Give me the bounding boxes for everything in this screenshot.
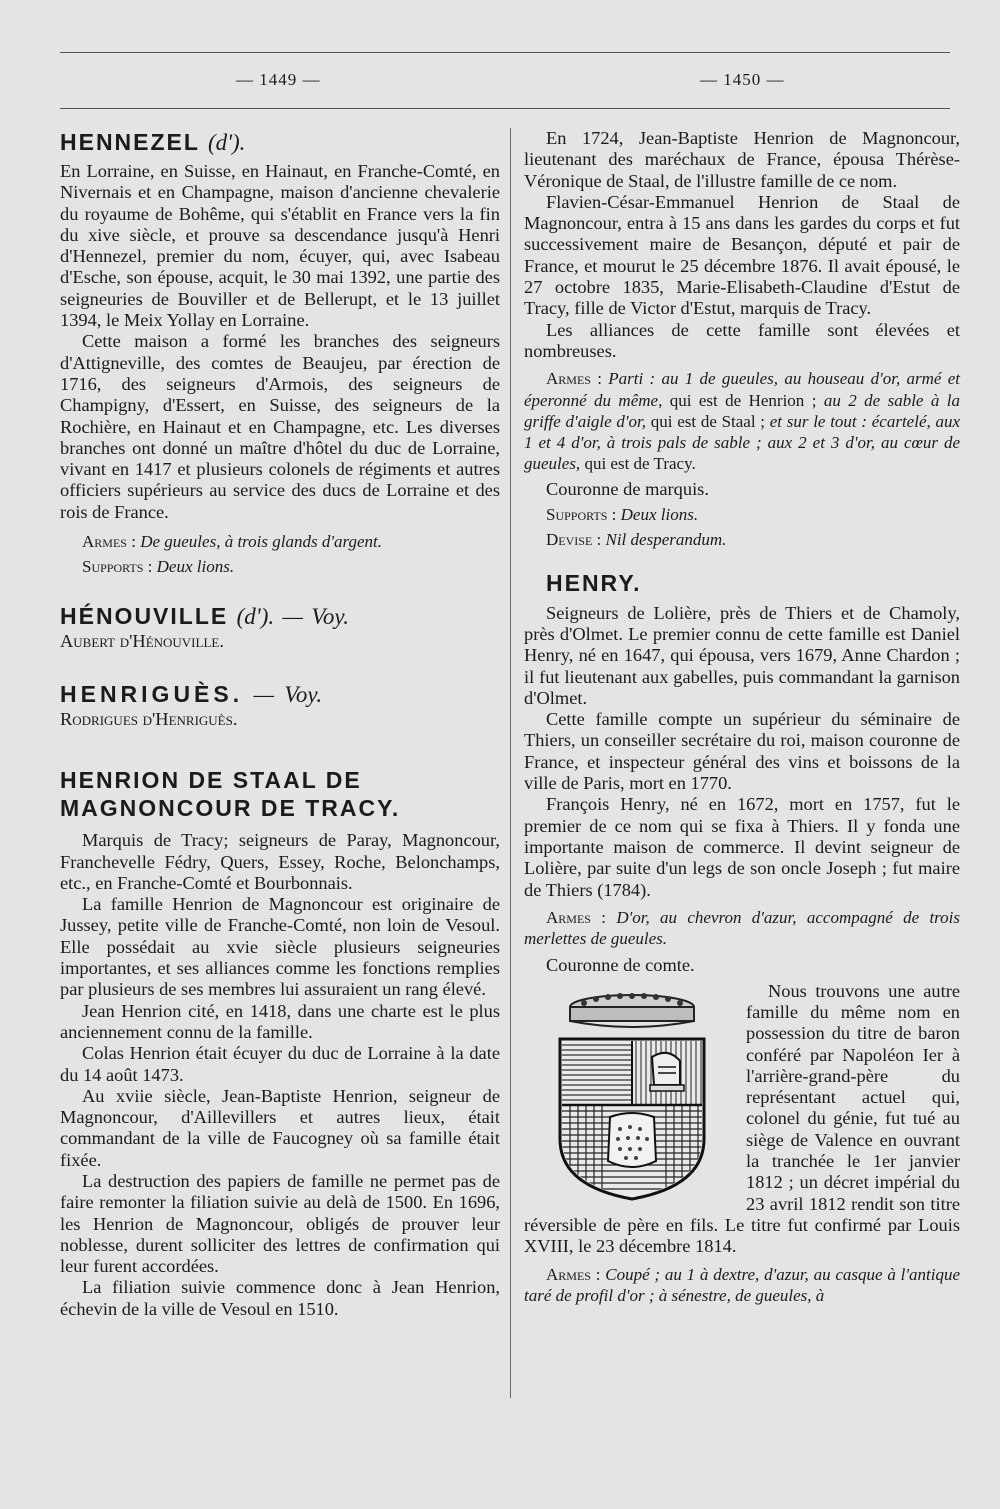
armes-label: Armes : — [546, 369, 602, 389]
paragraph: Colas Henrion était écuyer du duc de Lorraine à la date du 14 août 1473. — [60, 1043, 500, 1085]
paragraph: François Henry, né en 1672, mort en 1757, fut le premier de ce nom qui se fixa à Thiers. Il y fonda une importante maison de commerce. Il devint seigneur de Lolière, par suite d'un legs de son oncle Joseph ; fut maire de Thiers (1784). — [524, 794, 960, 900]
armes-text: Coupé ; au 1 à dextre, d'azur, au casque à l'antique taré de profil d'or ; à sénestre, de gueules, à — [524, 1264, 960, 1305]
supports-text: Deux lions. — [620, 505, 699, 525]
entry-title — [60, 128, 500, 157]
entry-title — [60, 602, 500, 631]
supports-line — [60, 556, 500, 577]
voy-text: Voy. — [284, 681, 323, 707]
armes-label: Armes : — [82, 532, 136, 552]
top-rule — [60, 52, 950, 53]
left-column — [60, 128, 500, 1320]
armes-label: Armes : — [546, 907, 606, 927]
paragraph: Cette maison a formé les branches des seigneurs d'Attigneville, des comtes de Beaujeu, par érection de 1716, des seigneurs d'Armois, des seigneurs de Champigny, d'Essert, en Suisse, des seigneurs de la Rochière, en Hainaut et en Champagne, etc. Les diverses branches ont donné un maître d'hôtel du duc de Lorraine, vivant en 1417 et plusieurs colonels de régiments et autres officiers supérieurs au service des ducs de Lorraine et des rois de France. — [60, 331, 500, 522]
paragraph: La filiation suivie commence donc à Jean Henrion, échevin de la ville de Vesoul en 1510. — [60, 1277, 500, 1319]
entry-title: HENRY. — [546, 569, 642, 596]
paragraph: Jean Henrion cité, en 1418, dans une charte est le plus anciennement connu de la famille. — [60, 1000, 500, 1042]
entry-henouville — [60, 602, 500, 652]
title-dash: — — [253, 681, 274, 707]
paragraph: Les alliances de cette famille sont élevées et nombreuses. — [524, 319, 960, 361]
paragraph: Nous trouvons une autre famille du même nom en possession du titre de baron conféré par Napoléon Ier à l'arrière-grand-père du représentant actuel qui, colonel du génie, fut tué au siège de Valence en ouvrant la tranchée le 1er janvier 1812 ; un décret impérial du 23 avril 1812 rendit son titre réversible de père en fils. Le titre fut confirmé par Louis XVIII, le 23 décembre 1814. — [524, 980, 960, 1257]
supports-line — [524, 504, 960, 525]
paragraph: Marquis de Tracy; seigneurs de Paray, Magnoncour, Franchevelle Fédry, Quers, Essey, Roche, Belonchamps, etc., en Franche-Comté et Bourbonnais. — [60, 830, 500, 893]
armes-text: et sur le tout : écartelé, aux 1 et 4 d'or, à trois pals de sable ; aux 2 et 3 d'or, au cœur de gueules, — [524, 411, 961, 474]
page-number-right: — 1450 — — [700, 70, 785, 89]
entry-hennezel — [60, 128, 500, 578]
armes-text: au 2 de sable à la griffe d'aigle d'or, — [524, 390, 961, 431]
armes-label: Armes : — [546, 1264, 601, 1284]
devise-text: Nil desperandum. — [605, 530, 727, 550]
armes-text: qui est de Staal ; — [650, 411, 766, 431]
supports-text: Deux lions. — [156, 557, 235, 577]
voy-text: Voy. — [311, 603, 350, 629]
right-column — [524, 128, 960, 1306]
armes-line — [60, 531, 500, 552]
devise-label: Devise : — [546, 530, 602, 550]
couronne-line: Couronne de comte. — [546, 955, 695, 976]
paragraph: Flavien-César-Emmanuel Henrion de Staal de Magnoncour, entra à 15 ans dans les gardes du corps et fut successivement maire de Besançon, député et pair de France, et mourut le 25 décembre 1876. Il avait épousé, le 27 octobre 1835, Marie-Elisabeth-Claudine d'Estut de Tracy, fille de Victor d'Estut, marquis de Tracy. — [524, 191, 960, 319]
title-particle: (d'). — [236, 603, 275, 629]
armes-text: Parti : au 1 de gueules, au houseau d'or, armé et éperonné du même, — [524, 369, 960, 410]
title-dash: — — [282, 603, 303, 629]
paragraph: La famille Henrion de Magnoncour est originaire de Jussey, petite ville de Franche-Comté, non loin de Vesoul. Elle possédait au xvie siècle plusieurs seigneuries importantes, et ses alliances comme les fonctions remplies par plusieurs de ses membres lui assuraient un rang élevé. — [60, 894, 500, 1000]
title-text: HENNEZEL — [60, 129, 200, 155]
paragraph: Cette famille compte un supérieur du séminaire de Thiers, un conseiller secrétaire du roi, maison couronne de France, et inspecteur général des vins et boissons de la ville de Paris, mort en 1770. — [524, 709, 960, 794]
paragraph: Seigneurs de Lolière, près de Thiers et de Chamoly, près d'Olmet. Le premier connu de cette famille est Daniel Henry, né en 1647, qui épousa, vers 1679, Anne Chardon ; il fut lieutenant aux gabelles, puis commandant la garnison d'Olmet. — [524, 602, 960, 708]
armes-text: qui est de Tracy. — [584, 454, 696, 474]
title-text: HÉNOUVILLE — [60, 602, 229, 629]
paragraph: En Lorraine, en Suisse, en Hainaut, en Franche-Comté, en Nivernais et en Champagne, maison d'ancienne chevalerie du royaume de Bohême, qui s'établit en France vers la fin du xive siècle, et prouve sa descendance jusqu'à Henri d'Hennezel, premier du nom, écuyer, qui, avec Isabeau d'Esche, son épouse, acquit, le 30 mai 1392, une partie des seigneuries de Bouviller et de Bellerupt, et le 13 juillet 1394, le Meix Yollay en Lorraine. — [60, 161, 500, 331]
devise-line — [524, 529, 960, 550]
cross-reference: Rodrigues d'Henriguès. — [60, 708, 238, 729]
title-particle: (d'). — [207, 130, 246, 155]
armes-line — [524, 1264, 960, 1307]
armes-line — [524, 368, 960, 474]
supports-label: Supports : — [82, 557, 153, 577]
couronne-line: Couronne de marquis. — [546, 478, 709, 499]
armes-text: De gueules, à trois glands d'argent. — [140, 532, 382, 552]
page-number-left: — 1449 — — [236, 70, 321, 89]
paragraph: La destruction des papiers de famille ne permet pas de faire remonter la filiation suivie au delà de 1500. En 1696, les Henrion de Magnoncour, obligés de prouver leur noblesse, durent solliciter des lettres de confirmation qui leur furent accordées. — [60, 1170, 500, 1277]
armes-line — [524, 907, 960, 950]
armes-text: qui est de Henrion ; — [669, 390, 817, 410]
armes-text: D'or, au chevron d'azur, accompagné de trois merlettes de gueules. — [524, 907, 960, 949]
header-rule — [60, 108, 950, 109]
coat-of-arms-illustration — [534, 981, 730, 1203]
entry-henrigues — [60, 680, 500, 730]
cross-reference: Aubert d'Hénouville. — [60, 630, 224, 651]
supports-label: Supports : — [546, 505, 617, 525]
title-text: HENRIGUÈS. — [60, 680, 244, 707]
entry-henrion — [60, 766, 500, 1320]
entry-title — [60, 680, 500, 709]
paragraph: Au xviie siècle, Jean-Baptiste Henrion, seigneur de Magnoncour, d'Aillevillers et autres lieux, était commandant de la ville de Faucogney où sa famille était fixée. — [60, 1085, 500, 1170]
paragraph: En 1724, Jean-Baptiste Henrion de Magnoncour, lieutenant des maréchaux de France, épousa Thérèse-Véronique de Staal, de l'illustre famille de ce nom. — [524, 128, 960, 191]
entry-henry — [524, 569, 960, 1307]
coat-of-arms-icon — [534, 981, 730, 1203]
entry-title: HENRION DE STAAL DE MAGNONCOUR DE TRACY. — [60, 767, 401, 822]
column-divider — [510, 128, 511, 1398]
